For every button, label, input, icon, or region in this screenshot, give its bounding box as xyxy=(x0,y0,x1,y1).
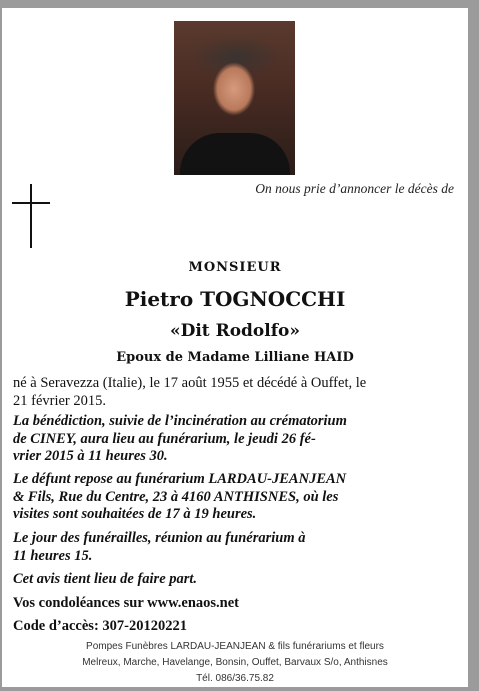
paragraph-line: Le défunt repose au funérarium LARDAU-JEANJEAN xyxy=(13,471,347,487)
paragraph-line: & Fils, Rue du Centre, 23 à 4160 ANTHISNES, où les xyxy=(13,488,339,505)
paragraph-line: de CINEY, aura lieu au funérarium, le jeudi 26 fé- xyxy=(13,430,316,447)
portrait-photo xyxy=(174,21,295,175)
deceased-name: Pietro TOGNOCCHI xyxy=(124,287,346,311)
funeral-day-paragraph xyxy=(13,530,460,565)
repose-paragraph xyxy=(13,471,460,524)
paragraph-line: vrier 2015 à 11 heures 30. xyxy=(13,448,168,464)
paragraph-line: Le jour des funérailles, réunion au funérarium à xyxy=(13,530,306,546)
funeral-home-footer xyxy=(2,639,468,687)
footer-line: Pompes Funèbres LARDAU-JEANJEAN & fils funérariums et fleurs xyxy=(86,641,384,652)
footer-line: Tél. 086/36.75.82 xyxy=(196,673,274,684)
paragraph-line: 21 février 2015. xyxy=(13,392,107,409)
notice-line: Cet avis tient lieu de faire part. xyxy=(13,571,198,587)
announcement-text: On nous prie d’annoncer le décès de xyxy=(255,181,454,196)
birth-death-paragraph xyxy=(13,375,460,410)
paragraph-line: visites sont souhaitées de 17 à 19 heures. xyxy=(13,506,257,522)
cross-icon xyxy=(12,184,50,248)
deceased-nickname: «Dit Rodolfo» xyxy=(169,321,301,341)
access-code-line: Code d’accès: 307-20120221 xyxy=(13,618,187,634)
paragraph-line: 11 heures 15. xyxy=(13,547,93,564)
portrait-shirt xyxy=(180,133,290,175)
paragraph-line: La bénédiction, suivie de l’incinération au crématorium xyxy=(13,413,347,429)
blessing-paragraph xyxy=(13,413,460,466)
condolences-line: Vos condoléances sur www.enaos.net xyxy=(13,595,239,611)
footer-line: Melreux, Marche, Havelange, Bonsin, Ouffet, Barvaux S/o, Anthisnes xyxy=(82,657,388,668)
obituary-card xyxy=(2,8,468,687)
paragraph-line: né à Seravezza (Italie), le 17 août 1955 et décédé à Ouffet, le xyxy=(13,375,367,391)
spouse-line: Epoux de Madame Lilliane HAID xyxy=(116,350,354,365)
honorific: MONSIEUR xyxy=(188,260,282,275)
